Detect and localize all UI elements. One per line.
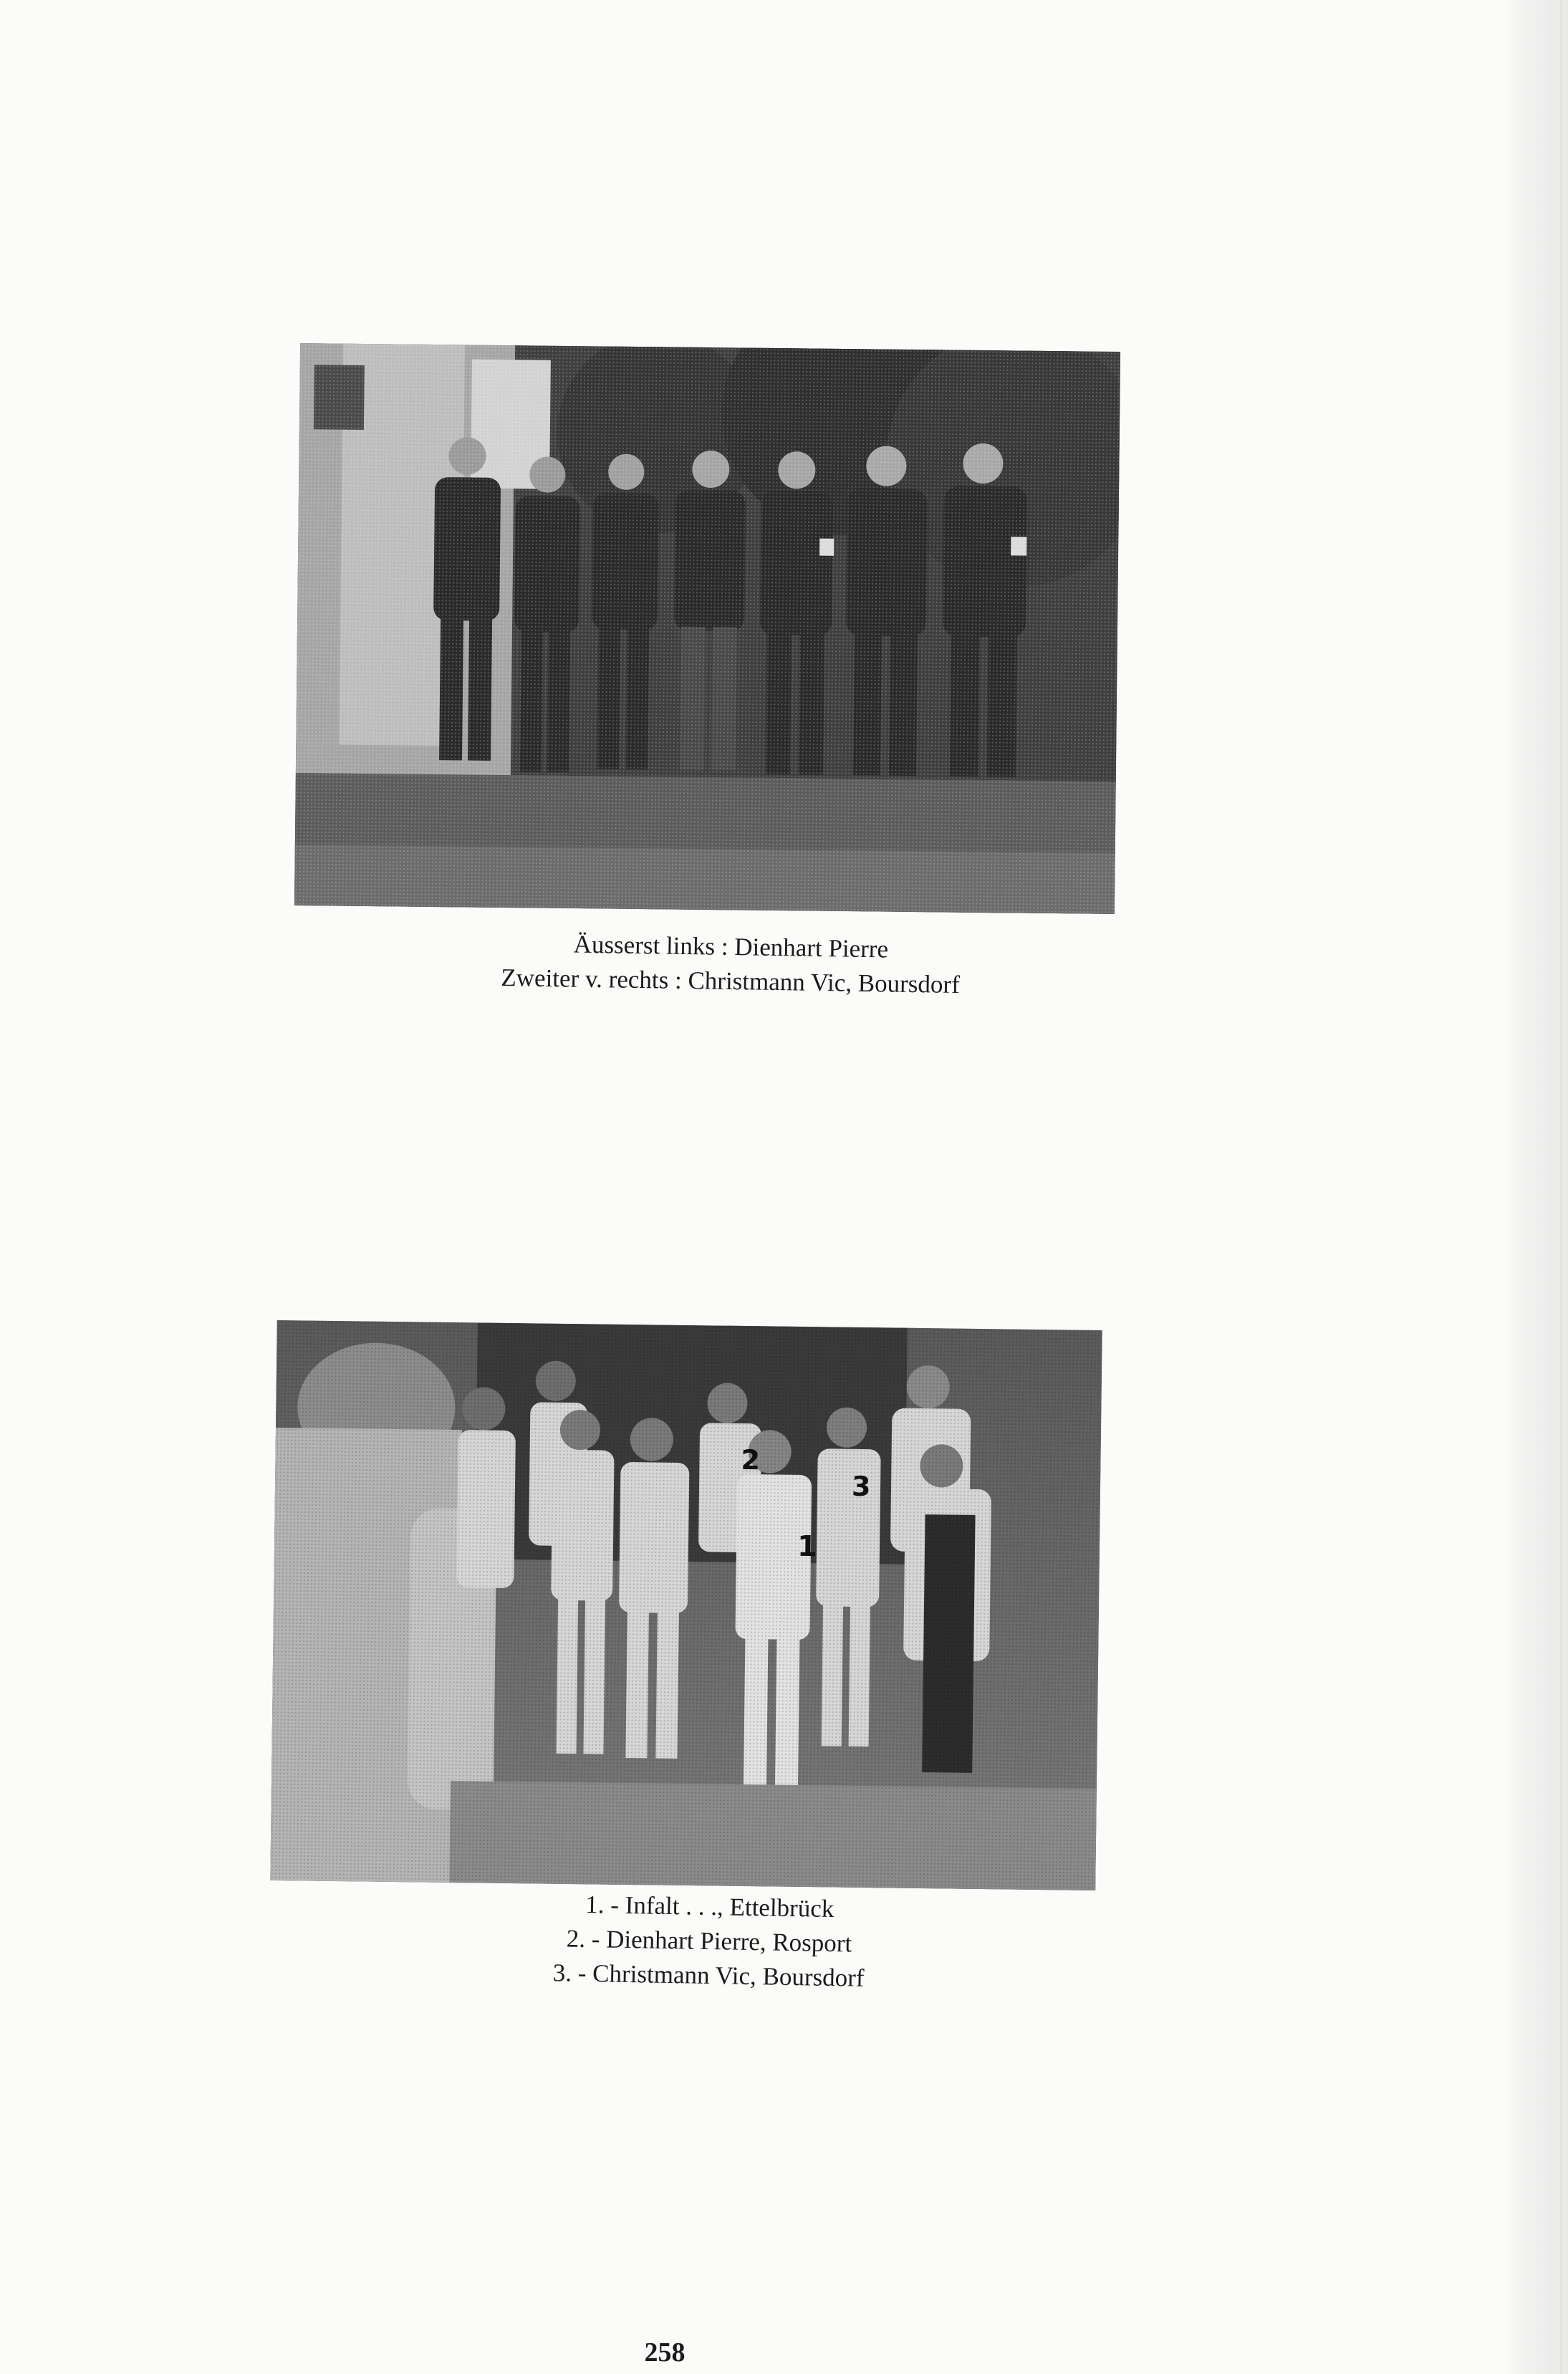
photo-work-group xyxy=(270,1320,1102,1890)
caption-line: 3. - Christmann Vic, Boursdorf xyxy=(552,1959,865,1992)
photo-1-caption xyxy=(372,924,1089,1004)
page-edge-line xyxy=(1560,0,1562,2374)
photo-2-caption xyxy=(386,1884,1032,1999)
caption-line: Äusserst links : Dienhart Pierre xyxy=(573,930,889,963)
caption-line: Zweiter v. rechts : Christmann Vic, Boursdorf xyxy=(501,963,961,999)
caption-line: 2. - Dienhart Pierre, Rosport xyxy=(566,1924,852,1958)
page-edge xyxy=(1504,0,1568,2374)
page-number: 258 xyxy=(644,2337,686,2368)
caption-line: 1. - Infalt . . ., Ettelbrück xyxy=(585,1890,834,1923)
photo-uniformed-group xyxy=(294,343,1120,914)
